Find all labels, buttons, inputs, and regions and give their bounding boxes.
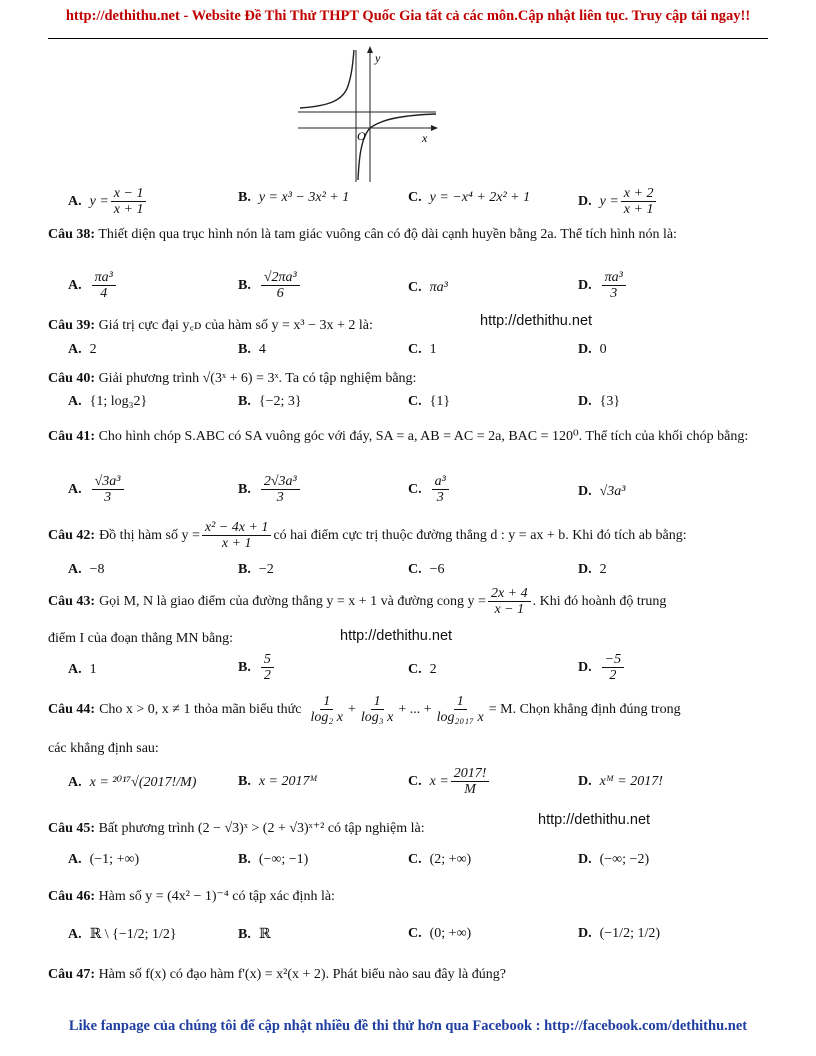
option-text: (2; +∞) — [429, 852, 472, 867]
question-label: Câu 40: — [48, 371, 96, 386]
denominator: x + 1 — [113, 202, 144, 218]
option-label: A. — [68, 394, 82, 409]
page-header[interactable]: http://dethithu.net - Website Đề Thi Thử THPT Quốc Gia tất cả các môn.Cập nhật liên tục. Truy cập tải ngay!! — [65, 8, 751, 24]
q37-option-a[interactable] — [68, 186, 148, 218]
question-43-line2: điểm I của đoạn thẳng MN bằng: — [48, 631, 234, 646]
fraction — [307, 694, 345, 726]
option-text: xᴹ = 2017! — [599, 774, 663, 789]
q44-option-d[interactable] — [578, 774, 663, 790]
numerator: πa³ — [92, 270, 116, 286]
option-text: x = ²⁰¹⁷√(2017!/M) — [89, 775, 197, 790]
q43-option-c[interactable] — [408, 662, 437, 678]
option-text: 4 — [258, 342, 266, 357]
numerator: 1 — [371, 694, 384, 710]
question-38 — [48, 224, 758, 245]
numerator: 1 — [320, 694, 333, 710]
q37-option-c[interactable] — [408, 190, 530, 206]
watermark-link[interactable]: http://dethithu.net — [538, 812, 651, 828]
option-label: D. — [578, 193, 592, 209]
q44-options — [68, 766, 768, 798]
q43-option-d[interactable] — [578, 652, 626, 684]
option-label: D. — [578, 562, 592, 577]
fraction — [451, 766, 490, 798]
q39-option-a[interactable] — [68, 342, 97, 358]
q46-option-c[interactable] — [408, 926, 471, 942]
numerator: x² − 4x + 1 — [202, 520, 272, 536]
numerator: πa³ — [602, 270, 626, 286]
option-text: 2 — [599, 562, 607, 577]
option-label: B. — [238, 852, 251, 867]
option-text: (−1; +∞) — [89, 852, 140, 867]
denominator: 3 — [436, 490, 444, 506]
question-40 — [48, 368, 758, 389]
option-label: C. — [408, 190, 422, 205]
option-text: {1} — [429, 394, 451, 409]
fraction — [261, 270, 300, 302]
option-label: B. — [238, 394, 251, 409]
option-label: B. — [238, 926, 251, 942]
q45-options — [68, 852, 768, 878]
option-label: B. — [238, 659, 251, 675]
fraction — [358, 694, 396, 726]
q39-options — [68, 342, 768, 368]
q42-option-a[interactable] — [68, 562, 105, 578]
q37-options — [68, 186, 768, 218]
q46-options — [68, 926, 768, 952]
question-label: Câu 42: — [48, 528, 96, 544]
option-text: 0 — [599, 342, 607, 357]
denominator: 3 — [104, 490, 112, 506]
numerator: √2πa³ — [261, 270, 300, 286]
option-label: B. — [238, 481, 251, 497]
fraction — [602, 652, 624, 684]
denominator: log₂ x — [310, 710, 343, 726]
question-text-post: . Khi đó hoành độ trung — [532, 594, 667, 610]
denominator: 3 — [610, 286, 618, 302]
option-label: D. — [578, 774, 592, 789]
denominator: log₃ x — [360, 710, 394, 726]
denominator: 2 — [609, 668, 617, 684]
option-label: D. — [578, 659, 592, 675]
q40-option-a[interactable] — [68, 394, 147, 410]
question-text: Giải phương trình √(3ˣ + 6) = 3ˣ. Ta có tập nghiệm bằng: — [98, 371, 417, 386]
option-label: A. — [68, 277, 82, 293]
q45-option-b[interactable] — [238, 852, 308, 868]
option-label: C. — [408, 342, 422, 357]
question-44-line2: các khẳng định sau: — [48, 741, 159, 756]
option-text: y = −x⁴ + 2x² + 1 — [429, 190, 531, 205]
question-43 — [48, 586, 758, 618]
option-label: C. — [408, 926, 422, 941]
question-text: Bất phương trình (2 − √3)ˣ > (2 + √3)ˣ⁺² có tập nghiệm là: — [98, 821, 425, 836]
q43-option-b[interactable] — [238, 652, 276, 684]
fraction — [92, 270, 116, 302]
option-text: 2 — [429, 662, 437, 677]
q40-options — [68, 394, 768, 420]
denominator: 4 — [100, 286, 108, 302]
question-text: Hàm số f(x) có đạo hàm f'(x) = x²(x + 2). Phát biểu nào sau đây là đúng? — [98, 967, 506, 982]
origin-label: O — [357, 129, 366, 143]
denominator: x + 1 — [221, 536, 252, 552]
denominator: M — [464, 782, 476, 798]
y-axis-arrow — [367, 46, 373, 53]
q44-option-c[interactable] — [408, 766, 491, 798]
q39-option-b[interactable] — [238, 342, 266, 358]
question-label: Câu 45: — [48, 821, 96, 836]
denominator: 3 — [276, 490, 284, 506]
question-label: Câu 44: — [48, 702, 96, 718]
q43-options — [68, 652, 768, 684]
option-label: C. — [408, 773, 422, 789]
q40-option-b[interactable] — [238, 394, 302, 410]
function-graph — [298, 46, 438, 184]
q41-option-a[interactable] — [68, 474, 126, 506]
denominator: log₂₀₁₇ x — [436, 710, 484, 726]
watermark-link[interactable]: http://dethithu.net — [340, 628, 453, 644]
q43-option-a[interactable] — [68, 662, 97, 678]
q39-option-c[interactable] — [408, 342, 437, 358]
fraction — [261, 474, 300, 506]
q45-option-c[interactable] — [408, 852, 471, 868]
q40-option-c[interactable] — [408, 394, 450, 410]
q44-option-b[interactable] — [238, 774, 317, 790]
option-text: (−∞; −1) — [258, 852, 309, 867]
option-text: 1 — [429, 342, 437, 357]
curve-left-branch — [300, 50, 354, 108]
numerator: 2017! — [451, 766, 490, 782]
q38-option-b[interactable] — [238, 270, 302, 302]
x-axis-arrow — [431, 125, 438, 131]
option-text: ℝ — [258, 927, 271, 942]
plus-sign: + — [347, 702, 356, 718]
option-label: D. — [578, 342, 592, 357]
option-text: (0; +∞) — [429, 926, 472, 941]
q37-option-d[interactable] — [578, 186, 658, 218]
option-label: A. — [68, 562, 82, 577]
option-text: √3a³ — [599, 484, 626, 499]
option-text: −2 — [258, 562, 274, 577]
numerator: √3a³ — [92, 474, 124, 490]
option-label: B. — [238, 774, 251, 789]
question-label: Câu 39: — [48, 318, 96, 333]
q44-option-a[interactable] — [68, 774, 196, 791]
question-39 — [48, 315, 758, 336]
fraction — [434, 694, 487, 726]
numerator: −5 — [602, 652, 624, 668]
option-text: {1; log₃2} — [89, 394, 148, 409]
q38-options — [68, 270, 768, 302]
q41-option-d[interactable] — [578, 484, 626, 500]
q46-option-d[interactable] — [578, 926, 660, 942]
option-text: {−2; 3} — [258, 394, 302, 409]
numerator: a³ — [432, 474, 449, 490]
question-text: Hàm số y = (4x² − 1)⁻⁴ có tập xác định là: — [98, 889, 335, 904]
fraction — [621, 186, 657, 218]
option-text: −8 — [89, 562, 105, 577]
fraction — [432, 474, 449, 506]
numerator: 2√3a³ — [261, 474, 300, 490]
numerator: 2x + 4 — [488, 586, 531, 602]
fraction — [488, 586, 531, 618]
question-text-pre: Đồ thị hàm số y = — [99, 528, 200, 544]
q38-option-d[interactable] — [578, 270, 628, 302]
option-lhs: x = — [429, 773, 449, 789]
fraction — [261, 652, 274, 684]
watermark-link[interactable]: http://dethithu.net — [480, 313, 593, 329]
q41-option-c[interactable] — [408, 474, 451, 506]
question-text: Thiết diện qua trục hình nón là tam giác vuông cân có độ dài cạnh huyền bằng 2a. Thể tích hình nón là: — [98, 227, 677, 242]
fraction — [602, 270, 626, 302]
option-label: D. — [578, 926, 592, 941]
q41-option-b[interactable] — [238, 474, 302, 506]
option-label: B. — [238, 342, 251, 357]
q42-option-b[interactable] — [238, 562, 274, 578]
q46-option-b[interactable] — [238, 926, 270, 943]
option-label: A. — [68, 926, 82, 942]
question-47 — [48, 964, 758, 985]
denominator: 6 — [276, 286, 284, 302]
q37-option-b[interactable] — [238, 190, 349, 206]
option-text: 1 — [89, 662, 97, 677]
q41-options — [68, 474, 768, 506]
q40-option-d[interactable] — [578, 394, 620, 410]
denominator: x + 1 — [623, 202, 654, 218]
fraction — [202, 520, 272, 552]
numerator: 1 — [454, 694, 467, 710]
question-text-pre: Gọi M, N là giao điểm của đường thẳng y = x + 1 và đường cong y = — [99, 594, 486, 610]
question-label: Câu 43: — [48, 594, 96, 610]
q39-option-d[interactable] — [578, 342, 607, 358]
option-text: (−∞; −2) — [599, 852, 650, 867]
numerator: x − 1 — [111, 186, 147, 202]
option-label: C. — [408, 562, 422, 577]
option-label: A. — [68, 342, 82, 357]
question-42 — [48, 520, 758, 552]
q38-option-a[interactable] — [68, 270, 118, 302]
option-label: D. — [578, 277, 592, 293]
q42-options — [68, 562, 768, 588]
option-label: B. — [238, 277, 251, 293]
option-label: D. — [578, 394, 592, 409]
option-label: C. — [408, 852, 422, 867]
option-lhs: y = — [599, 193, 619, 209]
option-label: A. — [68, 852, 82, 867]
q38-option-c[interactable] — [408, 280, 448, 296]
option-text: x = 2017ᴹ — [258, 774, 318, 789]
ellipsis: + ... + — [398, 702, 432, 718]
question-44 — [48, 694, 758, 726]
option-label: A. — [68, 193, 82, 209]
question-text: Cho hình chóp S.ABC có SA vuông góc với đáy, SA = a, AB = AC = 2a, BAC = 120⁰. Thể tích của khối chóp bằng: — [98, 429, 749, 444]
option-label: B. — [238, 190, 251, 205]
option-label: C. — [408, 280, 422, 295]
q42-option-d[interactable] — [578, 562, 607, 578]
numerator: 5 — [261, 652, 274, 668]
option-text: ℝ \ {−1/2; 1/2} — [89, 927, 177, 942]
option-text: y = x³ − 3x² + 1 — [258, 190, 350, 205]
option-label: D. — [578, 484, 592, 499]
question-label: Câu 47: — [48, 967, 96, 982]
y-axis-label: y — [375, 51, 381, 65]
header-divider — [48, 38, 768, 39]
x-axis-label: x — [422, 131, 428, 145]
question-text-post: = M. Chọn khẳng định đúng trong — [488, 702, 681, 718]
option-lhs: y = — [89, 193, 109, 209]
question-45 — [48, 818, 758, 839]
question-label: Câu 38: — [48, 227, 96, 242]
question-41 — [48, 426, 758, 447]
option-text: πa³ — [429, 280, 448, 295]
question-text-pre: Cho x > 0, x ≠ 1 thỏa mãn biểu thức — [99, 702, 302, 718]
fraction — [111, 186, 147, 218]
question-label: Câu 46: — [48, 889, 96, 904]
question-46 — [48, 886, 758, 907]
option-label: A. — [68, 662, 82, 677]
option-label: D. — [578, 852, 592, 867]
q42-option-c[interactable] — [408, 562, 445, 578]
option-text: 2 — [89, 342, 97, 357]
q45-option-d[interactable] — [578, 852, 649, 868]
question-text-post: có hai điểm cực trị thuộc đường thẳng d : y = ax + b. Khi đó tích ab bằng: — [273, 528, 687, 544]
option-label: A. — [68, 774, 82, 790]
question-label: Câu 41: — [48, 429, 96, 444]
option-label: B. — [238, 562, 251, 577]
denominator: 2 — [263, 668, 271, 684]
question-text: Giá trị cực đại y꜀ᴅ của hàm số y = x³ − 3x + 2 là: — [98, 318, 373, 333]
option-label: C. — [408, 662, 422, 677]
q45-option-a[interactable] — [68, 852, 139, 868]
fraction — [92, 474, 124, 506]
option-label: A. — [68, 481, 82, 497]
option-text: {3} — [599, 394, 621, 409]
option-label: C. — [408, 394, 422, 409]
option-text: −6 — [429, 562, 445, 577]
option-label: C. — [408, 481, 422, 497]
page-footer[interactable]: Like fanpage của chúng tôi để cập nhật nhiều đề thi thử hơn qua Facebook : http://facebook.com/dethithu.net — [68, 1018, 748, 1034]
q46-option-a[interactable] — [68, 926, 177, 943]
numerator: x + 2 — [621, 186, 657, 202]
denominator: x − 1 — [494, 602, 525, 618]
option-text: (−1/2; 1/2) — [599, 926, 661, 941]
